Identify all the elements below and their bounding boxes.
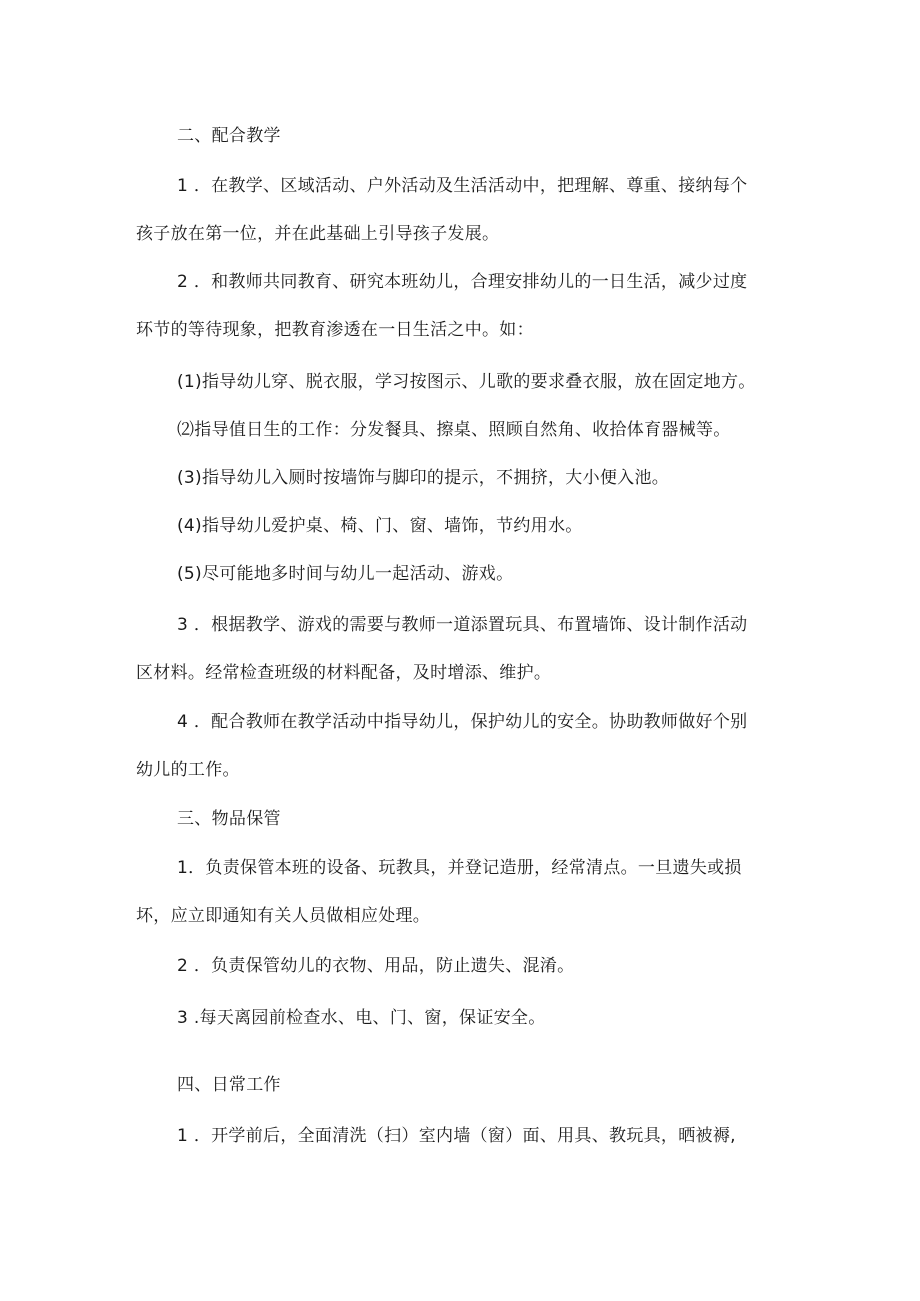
paragraph-line: 3 ．根据教学、游戏的需要与教师一道添置玩具、布置墙饰、设计制作活动 xyxy=(177,615,748,635)
paragraph-line: 2 ．负责保管幼儿的衣物、用品，防止遗失、混淆。 xyxy=(177,956,575,976)
paragraph-line: 3 .每天离园前检查水、电、门、窗，保证安全。 xyxy=(177,1008,546,1028)
paragraph-line: 坏，应立即通知有关人员做相应处理。 xyxy=(136,906,431,926)
paragraph-line: 区材料。经常检查班级的材料配备，及时增添、维护。 xyxy=(136,663,552,683)
sub-item: ⑵指导值日生的工作：分发餐具、擦桌、照顾自然角、收拾体育器械等。 xyxy=(177,420,731,440)
sub-item: (1)指导幼儿穿、脱衣服，学习按图示、儿歌的要求叠衣服，放在固定地方。 xyxy=(177,372,756,392)
paragraph-line: 孩子放在第一位，并在此基础上引导孩子发展。 xyxy=(136,224,500,244)
paragraph-line: 1 ．开学前后，全面清洗（扫）室内墙（窗）面、用具、教玩具，晒被褥, xyxy=(177,1126,736,1146)
paragraph-line: 环节的等待现象，把教育渗透在一日生活之中。如： xyxy=(136,320,534,340)
paragraph-line: 1 ．在教学、区域活动、户外活动及生活活动中，把理解、尊重、接纳每个 xyxy=(177,176,748,196)
paragraph-line: 4 ．配合教师在教学活动中指导幼儿，保护幼儿的安全。协助教师做好个别 xyxy=(177,712,748,732)
paragraph-line: 1．负责保管本班的设备、玩教具，并登记造册，经常清点。一旦遗失或损 xyxy=(177,858,742,878)
section-heading: 二、配合教学 xyxy=(177,126,281,146)
sub-item: (3)指导幼儿入厕时按墙饰与脚印的提示，不拥挤，大小便入池。 xyxy=(177,468,670,488)
paragraph-line: 幼儿的工作。 xyxy=(136,760,240,780)
sub-item: (5)尽可能地多时间与幼儿一起活动、游戏。 xyxy=(177,564,514,584)
paragraph-line: 2 ．和教师共同教育、研究本班幼儿，合理安排幼儿的一日生活，减少过度 xyxy=(177,272,748,292)
section-heading: 四、日常工作 xyxy=(177,1075,281,1095)
sub-item: (4)指导幼儿爱护桌、椅、门、窗、墙饰，节约用水。 xyxy=(177,516,583,536)
section-heading: 三、物品保管 xyxy=(177,809,281,829)
